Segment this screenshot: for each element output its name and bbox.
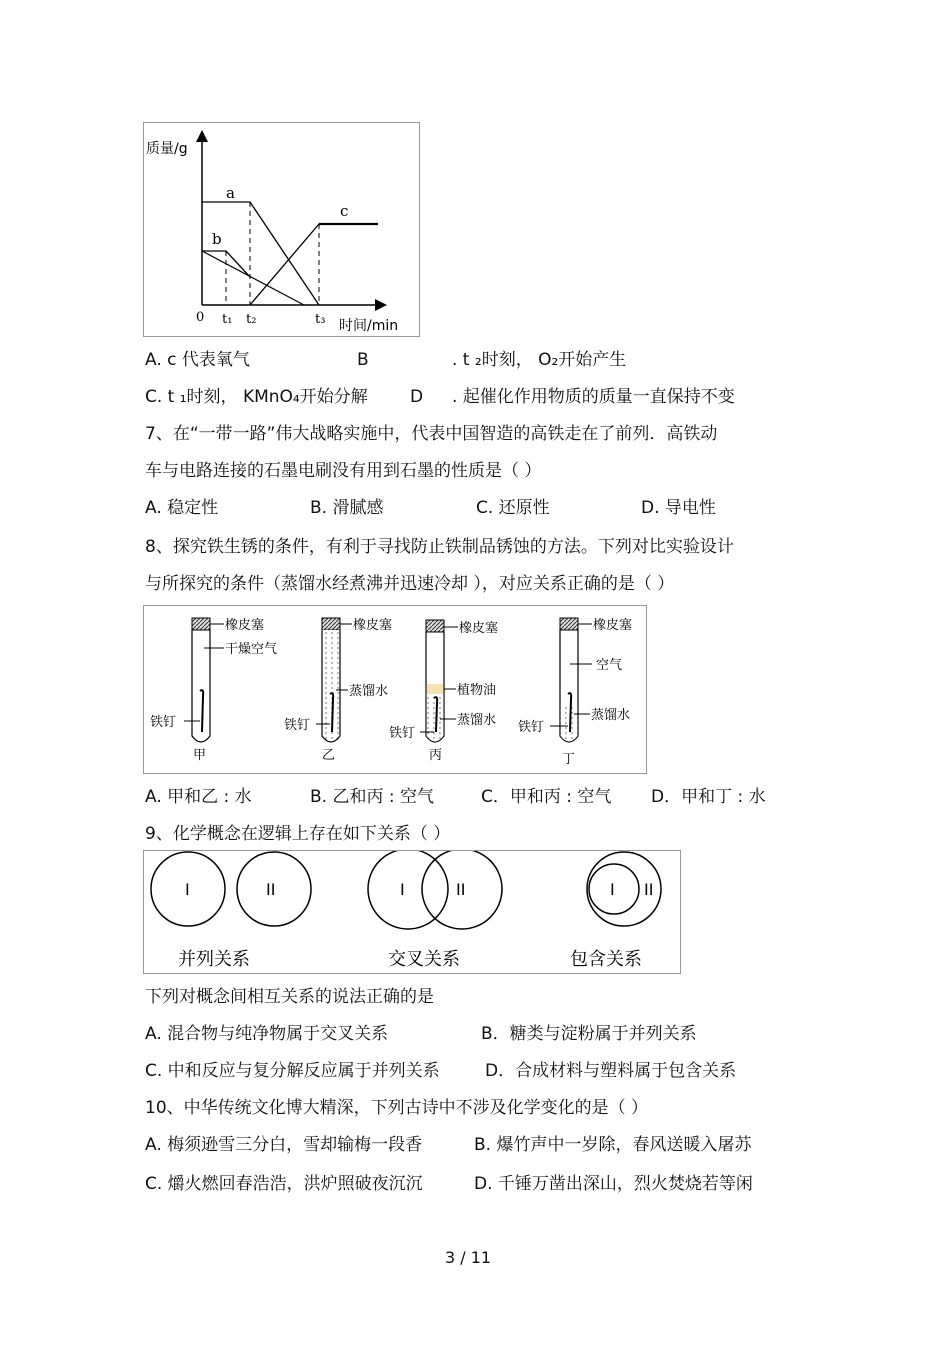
contain-caption: 包含关系 — [570, 949, 642, 970]
label-yi: 乙 — [322, 748, 336, 763]
q9-prompt: 下列对概念间相互关系的说法正确的是 — [145, 987, 434, 1007]
label-stopper-ding: 橡皮塞 — [593, 618, 633, 633]
q7-stem-line1: 7、在“一带一路”伟大战略实施中，代表中国智造的高铁走在了前列．高铁动 — [145, 424, 718, 444]
label-nail-yi: 铁钉 — [284, 718, 311, 733]
label-air: 空气 — [596, 658, 623, 673]
tube-jia — [150, 617, 277, 763]
label-water-bing: 蒸馏水 — [457, 713, 497, 728]
y-axis-label: 质量/g — [146, 141, 188, 157]
page-number: 3 / 11 — [445, 1248, 492, 1267]
q10-option-c: C. 爝火燃回春浩浩，洪炉照破夜沉沉 — [145, 1174, 423, 1194]
q7-option-c: C. 还原性 — [476, 498, 550, 518]
q8-option-b: B. 乙和丙 : 空气 — [310, 787, 435, 807]
curve-a — [202, 202, 319, 305]
label-stopper-jia: 橡皮塞 — [225, 618, 265, 633]
q9-option-d: D．合成材料与塑料属于包含关系 — [485, 1061, 737, 1081]
q8-option-c: C．甲和丙 : 空气 — [481, 787, 612, 807]
q6-option-b: . t ₂时刻， O₂开始产生 — [452, 350, 627, 370]
q10-option-b: B. 爆竹声中一岁除，春风送暖入屠苏 — [474, 1135, 752, 1155]
t1-label: t₁ — [222, 312, 233, 327]
q10-stem: 10、中华传统文化博大精深，下列古诗中不涉及化学变化的是（ ） — [145, 1098, 649, 1118]
q9-option-c: C. 中和反应与复分解反应属于并列关系 — [145, 1061, 440, 1081]
cross-label-I: I — [400, 880, 405, 899]
x-axis-label: 时间/min — [339, 318, 399, 334]
oil-layer — [427, 684, 444, 694]
q8-stem-line2: 与所探究的条件（蒸馏水经煮沸并迅速冷却 ），对应关系正确的是（ ） — [145, 574, 675, 594]
q7-option-d: D. 导电性 — [641, 498, 716, 518]
contain-label-II: II — [644, 880, 654, 899]
contain-label-I: I — [610, 880, 615, 899]
label-nail-bing: 铁钉 — [389, 726, 416, 741]
curve-a-label: a — [226, 184, 235, 202]
label-nail-jia: 铁钉 — [150, 715, 177, 730]
mass-time-graph — [144, 123, 419, 336]
venn-diagram — [144, 851, 680, 973]
stopper-ding — [560, 618, 578, 630]
cross-label-II: II — [456, 880, 466, 899]
tube-yi — [284, 617, 392, 763]
t3-label: t₃ — [315, 312, 326, 327]
parallel-caption: 并列关系 — [178, 949, 250, 970]
q6-option-b-letter: B — [357, 350, 369, 370]
parallel-label-II: II — [266, 880, 276, 899]
label-nail-ding: 铁钉 — [518, 720, 545, 735]
q6-option-d-letter: D — [410, 387, 424, 407]
q9-stem: 9、化学概念在逻辑上存在如下关系（ ） — [145, 824, 451, 844]
label-bing: 丙 — [429, 748, 443, 763]
curve-c — [250, 224, 378, 305]
q6-option-c: C. t ₁时刻， KMnO₄开始分解 — [145, 387, 368, 407]
label-stopper-yi: 橡皮塞 — [353, 618, 393, 633]
stopper-jia — [192, 618, 210, 630]
tube-bing — [389, 620, 498, 763]
q6-option-d: . 起催化作用物质的质量一直保持不变 — [452, 387, 735, 407]
label-oil: 植物油 — [457, 683, 497, 698]
label-dry-air: 干燥空气 — [225, 642, 278, 657]
label-stopper-bing: 橡皮塞 — [459, 621, 499, 636]
origin-label: 0 — [196, 310, 205, 325]
label-jia: 甲 — [193, 748, 207, 763]
label-water-ding: 蒸馏水 — [591, 708, 631, 723]
t2-label: t₂ — [246, 312, 257, 327]
test-tubes-figure — [143, 605, 647, 774]
q10-option-d: D. 千锤万凿出深山，烈火焚烧若等闲 — [474, 1174, 753, 1194]
parallel-label-I: I — [185, 880, 190, 899]
q7-option-b: B. 滑腻感 — [310, 498, 384, 518]
venn-figure — [143, 850, 681, 974]
q9-option-a: A. 混合物与纯净物属于交叉关系 — [145, 1024, 389, 1044]
q8-option-a: A. 甲和乙 : 水 — [145, 787, 252, 807]
cross-caption: 交叉关系 — [388, 949, 460, 970]
q8-stem-line1: 8、探究铁生锈的条件，有利于寻找防止铁制品锈蚀的方法。下列对比实验设计 — [145, 537, 734, 557]
q6-option-a: A. c 代表氧气 — [145, 350, 250, 370]
q10-option-a: A. 梅须逊雪三分白，雪却输梅一段香 — [145, 1135, 423, 1155]
q7-stem-line2: 车与电路连接的石墨电刷没有用到石墨的性质是（ ） — [145, 461, 542, 481]
test-tubes-diagram — [144, 606, 646, 773]
curve-c-label: c — [340, 202, 349, 220]
tube-ding — [518, 617, 632, 767]
q7-option-a: A. 稳定性 — [145, 498, 219, 518]
stopper-yi — [322, 618, 340, 630]
cross-circle-1 — [368, 851, 448, 929]
stopper-bing — [426, 620, 444, 632]
label-water-yi: 蒸馏水 — [349, 684, 389, 699]
curve-b-label: b — [212, 230, 222, 248]
label-ding: 丁 — [562, 752, 576, 767]
q8-option-d: D．甲和丁 : 水 — [651, 787, 766, 807]
q9-option-b: B．糖类与淀粉属于并列关系 — [481, 1024, 697, 1044]
mass-time-graph-figure — [143, 122, 420, 337]
